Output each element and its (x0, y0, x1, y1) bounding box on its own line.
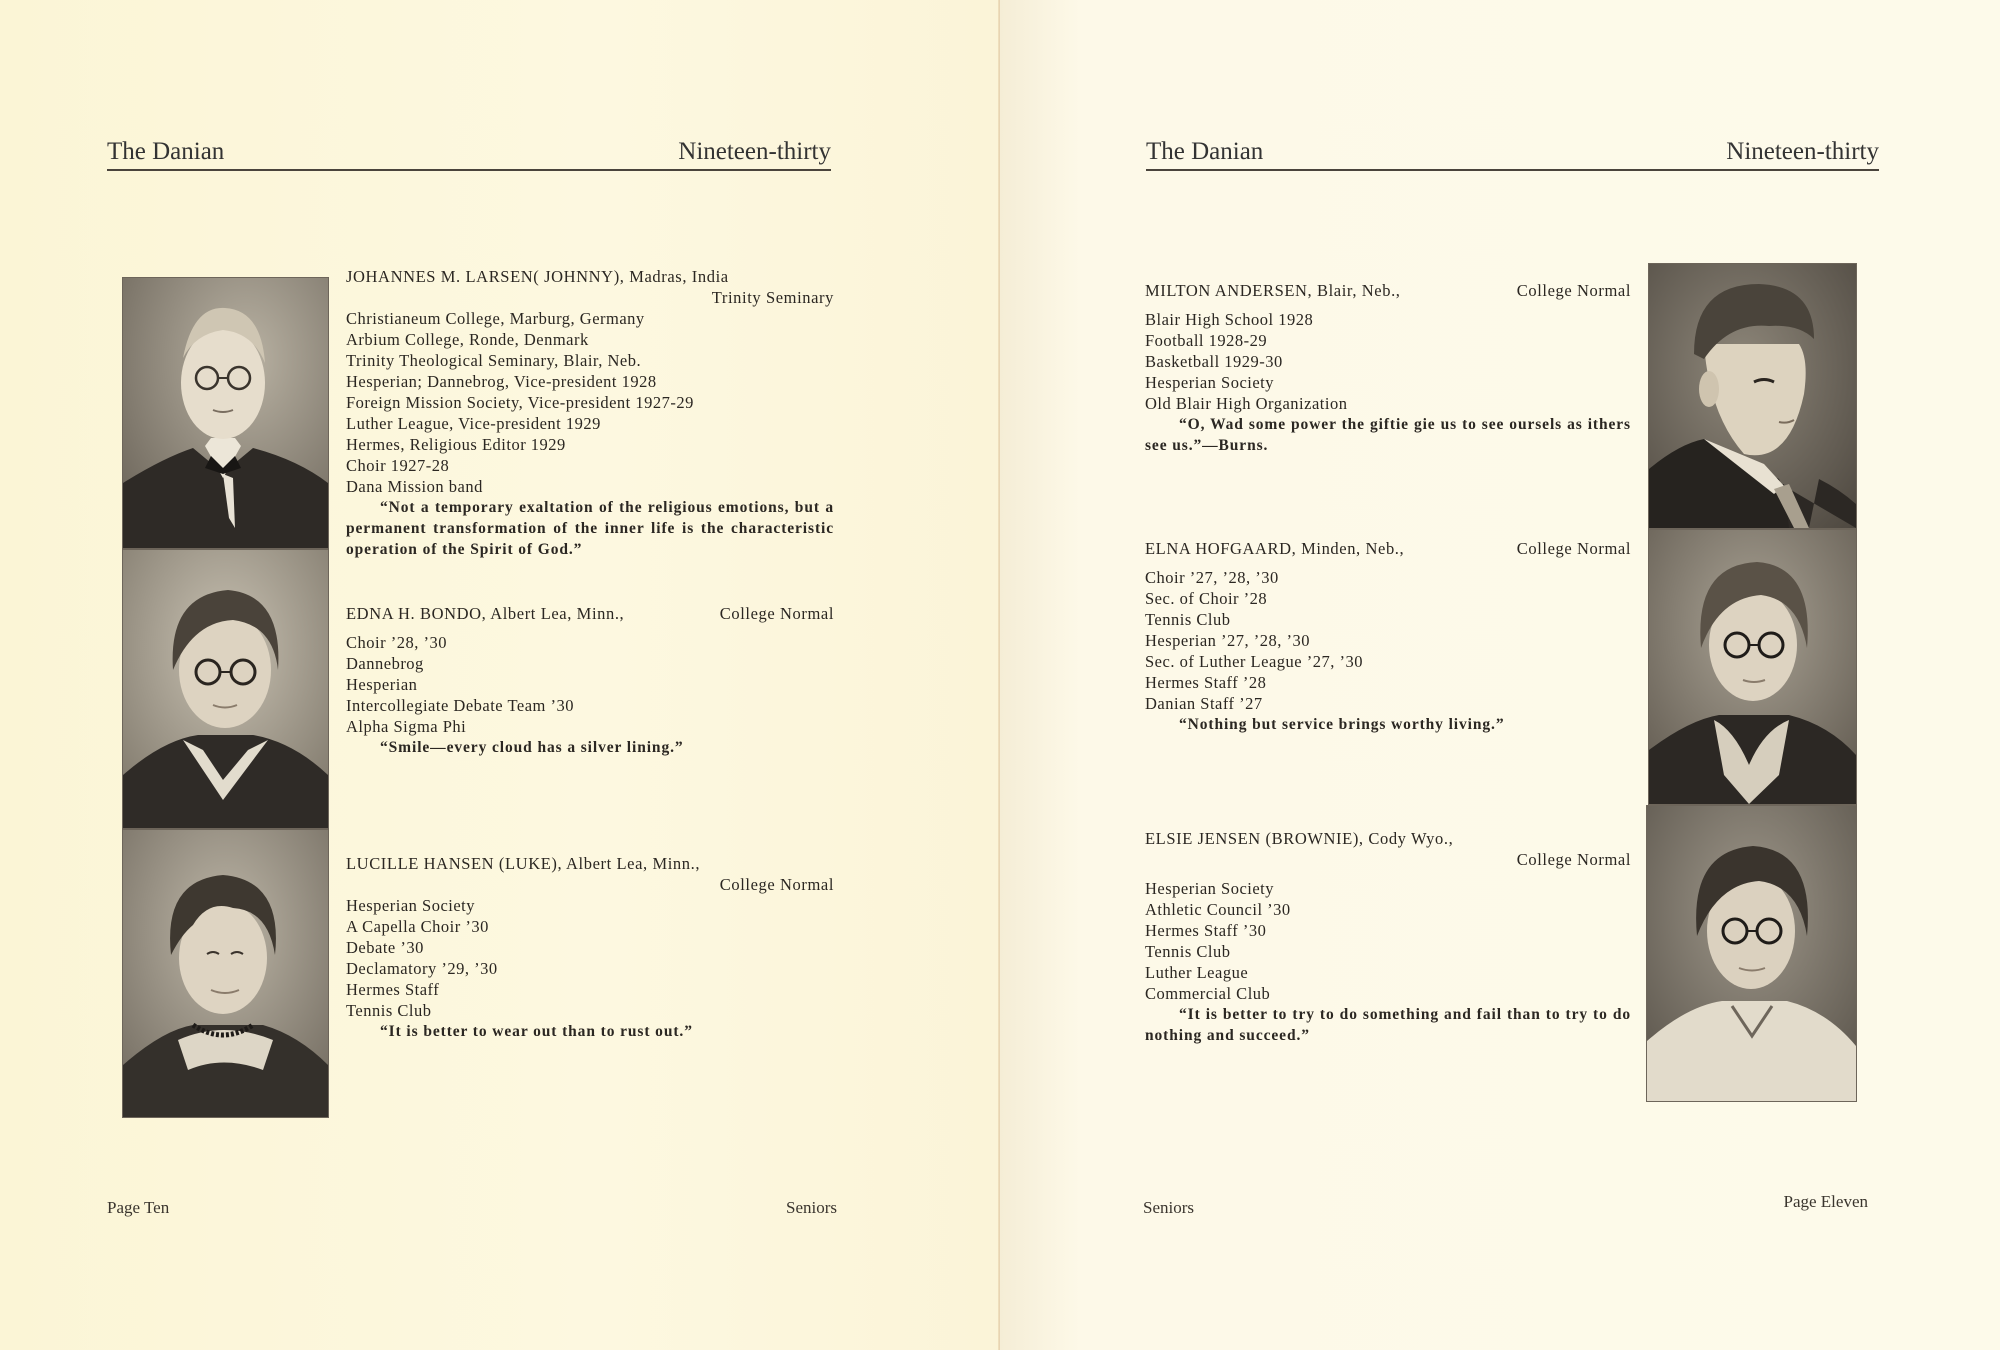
activity-item: Hesperian Society (1145, 879, 1275, 898)
student-entry-larsen (346, 266, 834, 560)
activity-item: Hesperian Society (1145, 373, 1275, 392)
student-photo-bondo (122, 549, 329, 829)
activity-item: Christianeum College, Marburg, Germany (346, 309, 645, 328)
page-number: Page Ten (107, 1198, 170, 1217)
activity-item: Hermes Staff (346, 980, 440, 999)
section-label: Seniors (1143, 1198, 1194, 1217)
publication-title: The Danian (107, 138, 225, 165)
activity-item: Hermes Staff ’28 (1145, 673, 1267, 692)
student-course: Trinity Seminary (711, 288, 834, 307)
activity-item: Football 1928-29 (1145, 331, 1268, 350)
activity-item: Sec. of Choir ’28 (1145, 589, 1268, 608)
activity-item: Choir 1927-28 (346, 456, 450, 475)
student-photo-andersen (1648, 263, 1857, 529)
activity-item: Debate ’30 (346, 938, 424, 957)
publication-year: Nineteen-thirty (678, 138, 831, 165)
section-label: Seniors (786, 1198, 837, 1217)
student-quote: “Nothing but service brings worthy living.” (1179, 716, 1505, 733)
activity-item: Choir ’27, ’28, ’30 (1145, 568, 1279, 587)
activity-item: Luther League, Vice-president 1929 (346, 414, 601, 433)
student-quote: “It is better to try to do something and fail than to try to do nothing and succeed.” (1145, 1006, 1631, 1044)
activity-item: Foreign Mission Society, Vice-president 1927-29 (346, 393, 694, 412)
student-name: ELSIE JENSEN (BROWNIE), Cody Wyo., (1145, 829, 1454, 848)
student-course: College Normal (1516, 539, 1631, 558)
student-photo-hansen (122, 829, 329, 1118)
activity-item: Basketball 1929-30 (1145, 352, 1283, 371)
activity-item: Commercial Club (1145, 984, 1271, 1003)
activity-item: Tennis Club (346, 1001, 432, 1020)
activity-item: Arbium College, Ronde, Denmark (346, 330, 589, 349)
activity-item: Luther League (1145, 963, 1249, 982)
activity-item: Trinity Theological Seminary, Blair, Neb. (346, 351, 642, 370)
student-name: ELNA HOFGAARD, Minden, Neb., (1145, 539, 1405, 558)
activity-item: Sec. of Luther League ’27, ’30 (1145, 652, 1363, 671)
student-entry-hofgaard (1145, 538, 1631, 735)
student-course: College Normal (1516, 281, 1631, 300)
activity-item: Blair High School 1928 (1145, 310, 1314, 329)
activity-item: Dannebrog (346, 654, 424, 673)
activity-item: Hermes Staff ’30 (1145, 921, 1267, 940)
student-name-row (1145, 538, 1631, 559)
student-entry-bondo (346, 603, 834, 758)
activity-item: Athletic Council ’30 (1145, 900, 1291, 919)
student-name-row (1145, 280, 1631, 301)
activity-item: Tennis Club (1145, 610, 1231, 629)
student-course: College Normal (719, 875, 834, 894)
activity-item: A Capella Choir ’30 (346, 917, 489, 936)
activity-item: Hesperian (346, 675, 418, 694)
activity-item: Tennis Club (1145, 942, 1231, 961)
publication-year: Nineteen-thirty (1726, 138, 1879, 165)
activity-item: Old Blair High Organization (1145, 394, 1348, 413)
student-quote: “Smile—every cloud has a silver lining.” (380, 739, 684, 756)
activity-item: Hermes, Religious Editor 1929 (346, 435, 566, 454)
student-course: College Normal (719, 604, 834, 623)
student-quote: “Not a temporary exaltation of the religious emotions, but a permanent transformation of the inner life is the characteristic operation of the Spirit of God.” (346, 499, 834, 558)
student-photo-jensen (1646, 805, 1857, 1102)
student-name: JOHANNES M. LARSEN( JOHNNY), Madras, India (346, 267, 729, 286)
activity-item: Choir ’28, ’30 (346, 633, 447, 652)
student-entry-andersen (1145, 280, 1631, 456)
student-photo-hofgaard (1648, 529, 1857, 805)
publication-title: The Danian (1146, 138, 1264, 165)
student-entry-hansen (346, 853, 834, 1042)
activity-item: Hesperian Society (346, 896, 476, 915)
activity-item: Intercollegiate Debate Team ’30 (346, 696, 574, 715)
student-name: LUCILLE HANSEN (LUKE), Albert Lea, Minn., (346, 854, 701, 873)
student-quote: “O, Wad some power the giftie gie us to see oursels as ithers see us.”—Burns. (1145, 416, 1631, 454)
student-entry-jensen (1145, 828, 1631, 1046)
running-header (1146, 135, 1879, 171)
student-quote: “It is better to wear out than to rust out.” (380, 1023, 693, 1040)
student-photo-larsen (122, 277, 329, 549)
student-course: College Normal (1516, 850, 1631, 869)
activity-item: Declamatory ’29, ’30 (346, 959, 498, 978)
page-number: Page Eleven (1783, 1192, 1868, 1211)
student-name: MILTON ANDERSEN, Blair, Neb., (1145, 281, 1401, 300)
right-page (1000, 0, 2000, 1350)
activity-item: Dana Mission band (346, 477, 483, 496)
activity-item: Hesperian ’27, ’28, ’30 (1145, 631, 1310, 650)
activity-item: Alpha Sigma Phi (346, 717, 467, 736)
activity-item: Danian Staff ’27 (1145, 694, 1263, 713)
running-header (107, 135, 831, 171)
student-name: EDNA H. BONDO, Albert Lea, Minn., (346, 604, 625, 623)
student-name-row (346, 603, 834, 624)
activity-item: Hesperian; Dannebrog, Vice-president 1928 (346, 372, 657, 391)
